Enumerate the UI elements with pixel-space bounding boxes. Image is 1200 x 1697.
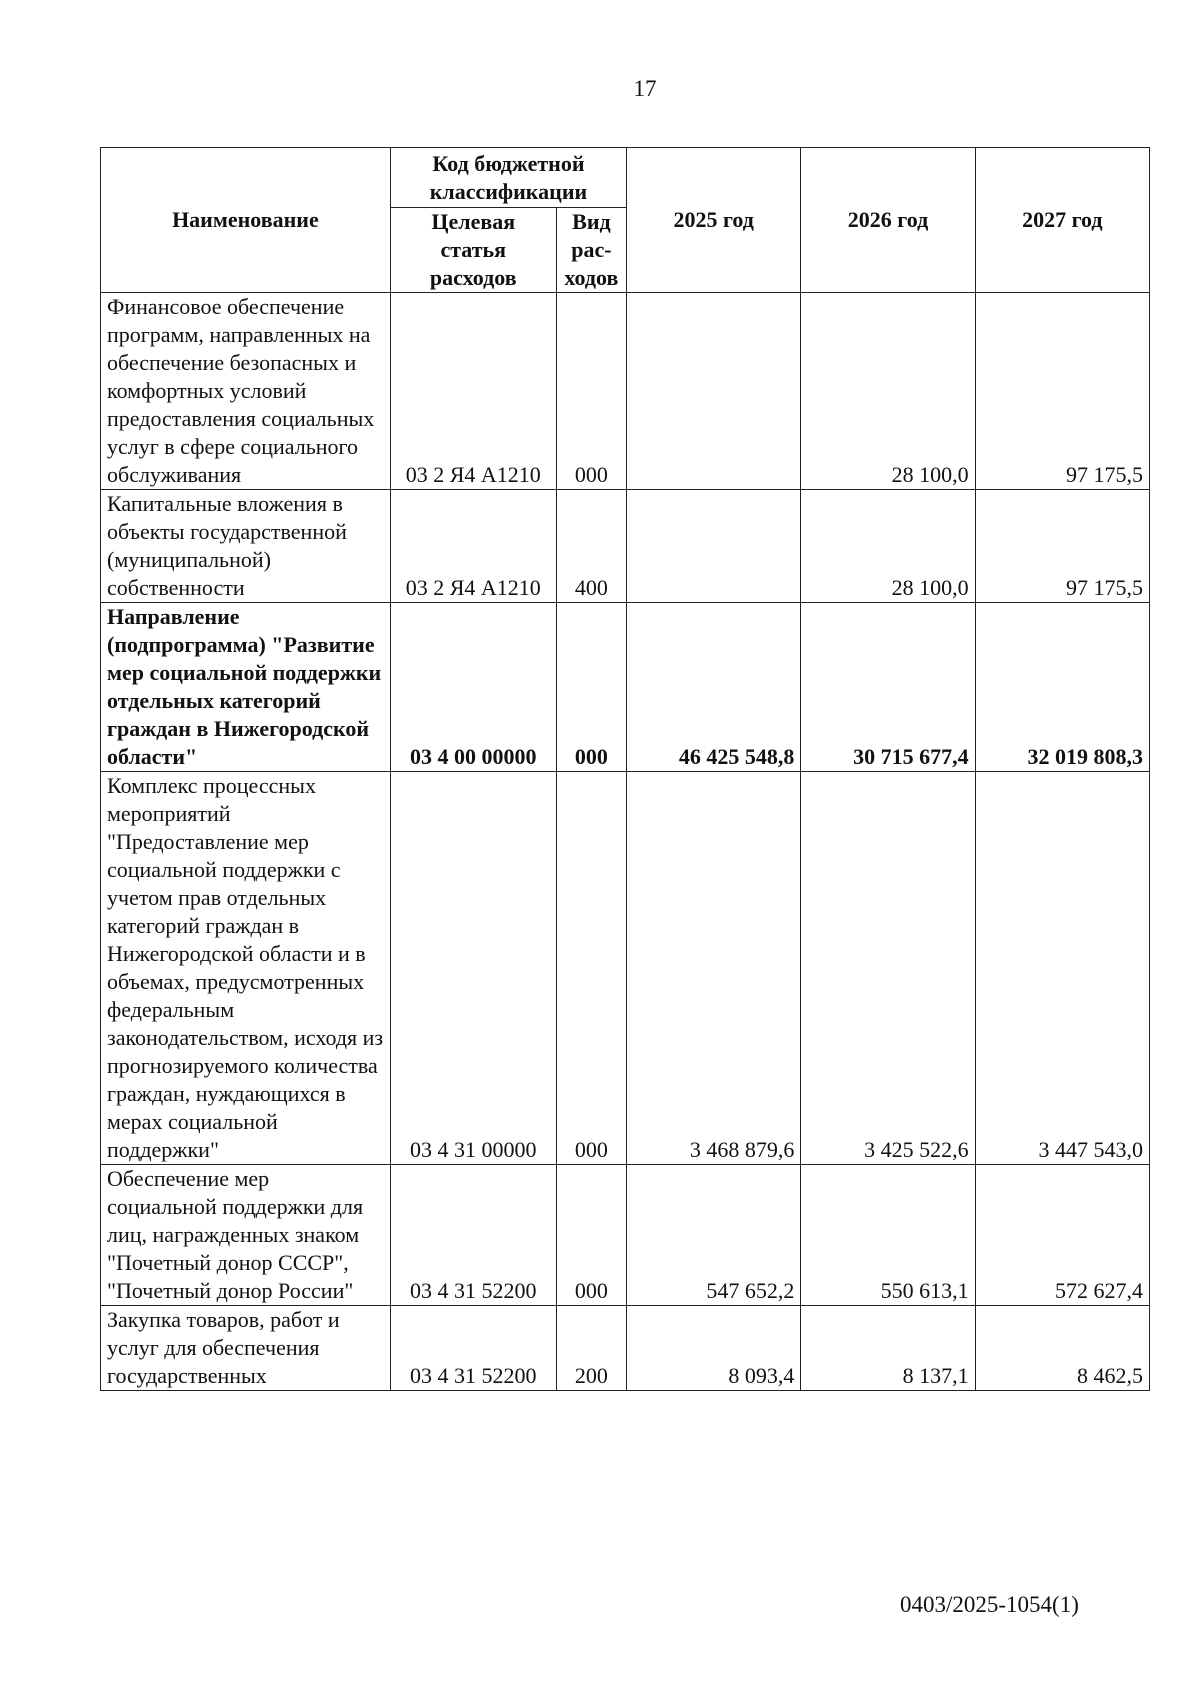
header-year-2027: 2027 год [975,148,1149,293]
row-name: Направление (подпрограмма) "Развитие мер социальной поддержки отдельных категорий граждан в Нижегородской области" [101,603,391,772]
row-code: 03 2 Я4 А1210 [390,293,556,490]
row-code: 03 4 31 52200 [390,1306,556,1391]
budget-table [100,147,1150,1391]
row-kind: 400 [556,490,626,603]
header-target-article: Целевая статья расходов [390,208,556,293]
row-2026: 3 425 522,6 [801,772,975,1165]
row-2026: 8 137,1 [801,1306,975,1391]
row-2026: 30 715 677,4 [801,603,975,772]
row-name: Обеспечение мер социальной поддержки для лиц, награжденных знаком "Почетный донор СССР", "Почетный донор России" [101,1165,391,1306]
document-code: 0403/2025-1054(1) [900,1592,1079,1617]
row-kind: 000 [556,772,626,1165]
row-2025: 46 425 548,8 [627,603,801,772]
row-2026: 28 100,0 [801,293,975,490]
row-2027: 97 175,5 [975,293,1149,490]
row-name: Финансовое обеспечение программ, направленных на обеспечение безопасных и комфортных условий предоставления социальных услуг в сфере социального обслуживания [101,293,391,490]
row-code: 03 4 31 52200 [390,1165,556,1306]
row-kind: 000 [556,293,626,490]
row-2025 [627,490,801,603]
row-2027: 3 447 543,0 [975,772,1149,1165]
row-code: 03 2 Я4 А1210 [390,490,556,603]
row-kind: 200 [556,1306,626,1391]
table-row [101,490,1150,603]
header-year-2025: 2025 год [627,148,801,293]
header-code-group: Код бюджетной классификации [390,148,626,208]
table-row [101,1165,1150,1306]
header-year-2026: 2026 год [801,148,975,293]
row-2025: 3 468 879,6 [627,772,801,1165]
table-row [101,772,1150,1165]
row-2025: 8 093,4 [627,1306,801,1391]
table-row [101,293,1150,490]
page-number: 17 [633,76,657,101]
row-code: 03 4 31 00000 [390,772,556,1165]
row-kind: 000 [556,603,626,772]
table-row [101,1306,1150,1391]
row-code: 03 4 00 00000 [390,603,556,772]
header-name: Наименование [101,148,391,293]
row-2027: 32 019 808,3 [975,603,1149,772]
row-2025: 547 652,2 [627,1165,801,1306]
row-name: Закупка товаров, работ и услуг для обеспечения государственных [101,1306,391,1391]
header-expense-type: Вид рас-ходов [556,208,626,293]
row-2027: 97 175,5 [975,490,1149,603]
row-2027: 572 627,4 [975,1165,1149,1306]
table-row [101,603,1150,772]
row-2027: 8 462,5 [975,1306,1149,1391]
row-2026: 550 613,1 [801,1165,975,1306]
row-name: Комплекс процессных мероприятий "Предоставление мер социальной поддержки с учетом прав отдельных категорий граждан в Нижегородской области и в объемах, предусмотренных федеральным законодательством, исходя из прогнозируемого количества граждан, нуждающихся в мерах социальной поддержки" [101,772,391,1165]
row-2026: 28 100,0 [801,490,975,603]
row-kind: 000 [556,1165,626,1306]
row-name: Капитальные вложения в объекты государственной (муниципальной) собственности [101,490,391,603]
row-2025 [627,293,801,490]
